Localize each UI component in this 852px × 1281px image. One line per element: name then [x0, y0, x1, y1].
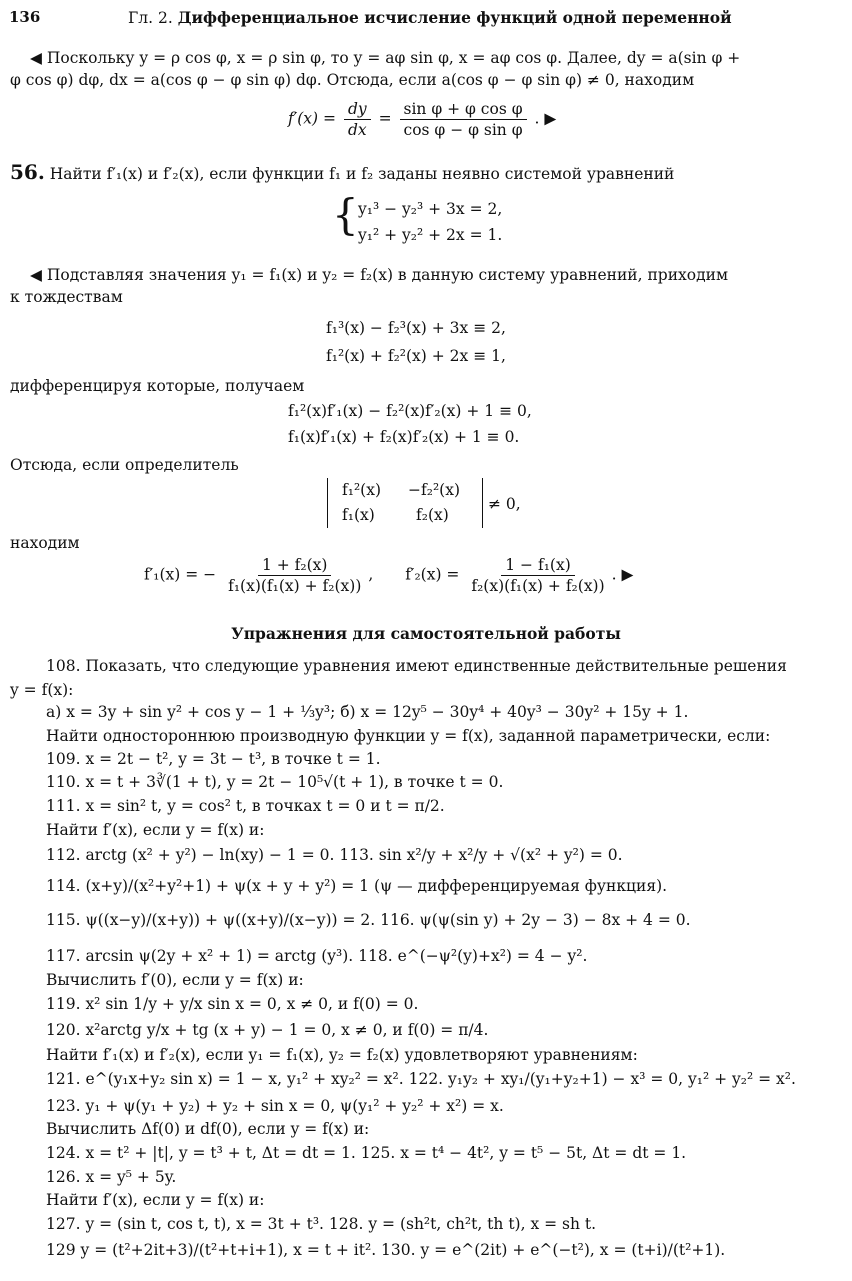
running-header — [128, 8, 732, 27]
exercise-line: 127. y = (sin t, cos t, t), x = 3t + t³. 128. y = (sh²t, ch²t, th t), x = sh t. — [46, 1215, 597, 1233]
exercise-line: 110. x = t + 3∛(1 + t), y = 2t − 10⁵√(t + 1), в точке t = 0. — [46, 773, 504, 791]
fraction-numerator: 1 + f₂(x) — [258, 556, 332, 576]
fraction-denominator: dx — [347, 121, 367, 139]
fraction-denominator: cos φ − φ sin φ — [403, 121, 523, 139]
det-a: f₁²(x) — [342, 481, 381, 499]
end-marker: . ▶ — [611, 565, 634, 584]
exercise-line: 114. (x+y)/(x²+y²+1) + ψ(x + y + y²) = 1 (ψ — дифференцируемая функция). — [46, 877, 668, 895]
fraction-dy-dx — [344, 100, 371, 139]
example-text: Найти f′₁(x) и f′₂(x), если функции f₁ и f₂ заданы неявно системой уравнений — [49, 165, 675, 183]
exercise-line: 115. ψ((x−y)/(x+y)) + ψ((x+y)/(x−y)) = 2. 116. ψ(ψ(sin y) + 2y − 3) − 8x + 4 = 0. — [46, 911, 691, 929]
sol56-line2: к тождествам — [10, 288, 123, 306]
fraction-numerator: sin φ + φ cos φ — [400, 100, 527, 120]
sol55-formula — [288, 100, 556, 139]
result2-lhs: f′₂(x) = — [405, 565, 460, 584]
det-text: Отсюда, если определитель — [10, 456, 239, 474]
exercise-line: 121. e^(y₁x+y₂ sin x) = 1 − x, y₁² + xy₂² = x². 122. y₁y₂ + xy₁/(y₁+y₂+1) − x³ = 0, y₁² + y₂² = x². — [46, 1070, 796, 1088]
identity-2: f₁²(x) + f₂²(x) + 2x ≡ 1, — [326, 347, 506, 365]
exercise-line: 120. x²arctg y/x + tg (x + y) − 1 = 0, x ≠ 0, и f(0) = π/4. — [46, 1021, 489, 1039]
det-c: f₁(x) — [342, 506, 375, 524]
section-title: Упражнения для самостоятельной работы — [231, 624, 621, 643]
ex56-statement — [10, 162, 852, 184]
det-d: f₂(x) — [416, 506, 449, 524]
result1-lhs: f′₁(x) = − — [144, 565, 217, 584]
system-eq2: y₁² + y₂² + 2x = 1. — [358, 226, 503, 244]
fraction-numerator: dy — [344, 100, 371, 120]
identity-1: f₁³(x) − f₂³(x) + 3x ≡ 2, — [326, 319, 506, 337]
result2-fraction — [467, 556, 608, 595]
fraction-denominator: f₁(x)(f₁(x) + f₂(x)) — [228, 577, 362, 595]
result-separator: , — [368, 565, 374, 584]
exercise-line: а) x = 3y + sin y² + cos y − 1 + ⅓y³; б) x = 12y⁵ − 30y⁴ + 40y³ − 30y² + 15y + 1. — [46, 703, 689, 721]
exercise-line: Найти f′₁(x) и f′₂(x), если y₁ = f₁(x), y₂ = f₂(x) удовлетворяют уравнениям: — [46, 1046, 638, 1064]
det-b: −f₂²(x) — [408, 481, 460, 499]
exercise-line: Вычислить Δf(0) и df(0), если y = f(x) и: — [46, 1120, 370, 1138]
determinant — [327, 478, 483, 528]
exercise-line: 123. y₁ + ψ(y₁ + y₂) + y₂ + sin x = 0, ψ(y₁² + y₂² + x²) = x. — [46, 1097, 504, 1115]
exercise-line: 129 y = (t²+2it+3)/(t²+t+i+1), x = t + it². 130. y = e^(2it) + e^(−t²), x = (t+i)/(t²+1). — [46, 1241, 726, 1259]
formula-lhs: f′(x) = — [288, 109, 337, 128]
exercise-line: 112. arctg (x² + y²) − ln(xy) − 1 = 0. 113. sin x²/y + x²/y + √(x² + y²) = 0. — [46, 846, 623, 864]
exercise-line: Найти одностороннюю производную функции y = f(x), заданной параметрически, если: — [46, 727, 771, 745]
exercise-line: 108. Показать, что следующие уравнения имеют единственные действительные решения — [46, 657, 787, 675]
fraction-denominator: f₂(x)(f₁(x) + f₂(x)) — [471, 577, 605, 595]
exercise-line: Найти f′(x), если y = f(x) и: — [46, 1191, 265, 1209]
example-number: 56. — [10, 160, 45, 184]
exercise-line: 117. arcsin ψ(2y + x² + 1) = arctg (y³). 118. e^(−ψ²(y)+x²) = 4 − y². — [46, 947, 588, 965]
find-text: находим — [10, 534, 80, 552]
fraction-numerator: 1 − f₁(x) — [501, 556, 575, 576]
exercise-line: 111. x = sin² t, y = cos² t, в точках t = 0 и t = π/2. — [46, 797, 445, 815]
exercise-line: Вычислить f′(0), если y = f(x) и: — [46, 971, 304, 989]
exercise-line: y = f(x): — [10, 681, 74, 699]
diff-identity-1: f₁²(x)f′₁(x) − f₂²(x)f′₂(x) + 1 ≡ 0, — [288, 402, 532, 420]
fraction-trig — [400, 100, 527, 139]
exercise-line: 126. x = y⁵ + 5y. — [46, 1168, 177, 1186]
diff-identity-2: f₁(x)f′₁(x) + f₂(x)f′₂(x) + 1 ≡ 0. — [288, 428, 520, 446]
result1-fraction — [224, 556, 365, 595]
diff-text: дифференцируя которые, получаем — [10, 377, 305, 395]
equals-sign: = — [378, 109, 392, 128]
sol55-line2: φ cos φ) dφ, dx = a(cos φ − φ sin φ) dφ. Отсюда, если a(cos φ − φ sin φ) ≠ 0, находим — [10, 71, 695, 89]
exercise-line: 124. x = t² + |t|, y = t³ + t, Δt = dt = 1. 125. x = t⁴ − 4t², y = t⁵ − 5t, Δt = dt = 1. — [46, 1144, 687, 1162]
chapter-title: Дифференциальное исчисление функций одной переменной — [177, 8, 732, 27]
sol56-line1: ◀ Подставляя значения y₁ = f₁(x) и y₂ = f₂(x) в данную систему уравнений, приходим — [30, 266, 729, 284]
det-not-zero: ≠ 0, — [488, 495, 521, 513]
system-eq1: y₁³ − y₂³ + 3x = 2, — [358, 200, 503, 218]
result-formulas — [144, 556, 633, 595]
exercise-line: 109. x = 2t − t², y = 3t − t³, в точке t = 1. — [46, 750, 381, 768]
exercise-line: 119. x² sin 1/y + y/x sin x = 0, x ≠ 0, и f(0) = 0. — [46, 995, 419, 1013]
chapter-label: Гл. 2. — [128, 9, 173, 27]
end-marker: . ▶ — [534, 109, 557, 128]
exercise-line: Найти f′(x), если y = f(x) и: — [46, 821, 265, 839]
system-brace: { — [332, 190, 359, 239]
page-number: 136 — [9, 8, 41, 26]
sol55-line1: ◀ Поскольку y = ρ cos φ, x = ρ sin φ, то y = aφ sin φ, x = aφ cos φ. Далее, dy = a(sin φ + — [30, 49, 741, 67]
